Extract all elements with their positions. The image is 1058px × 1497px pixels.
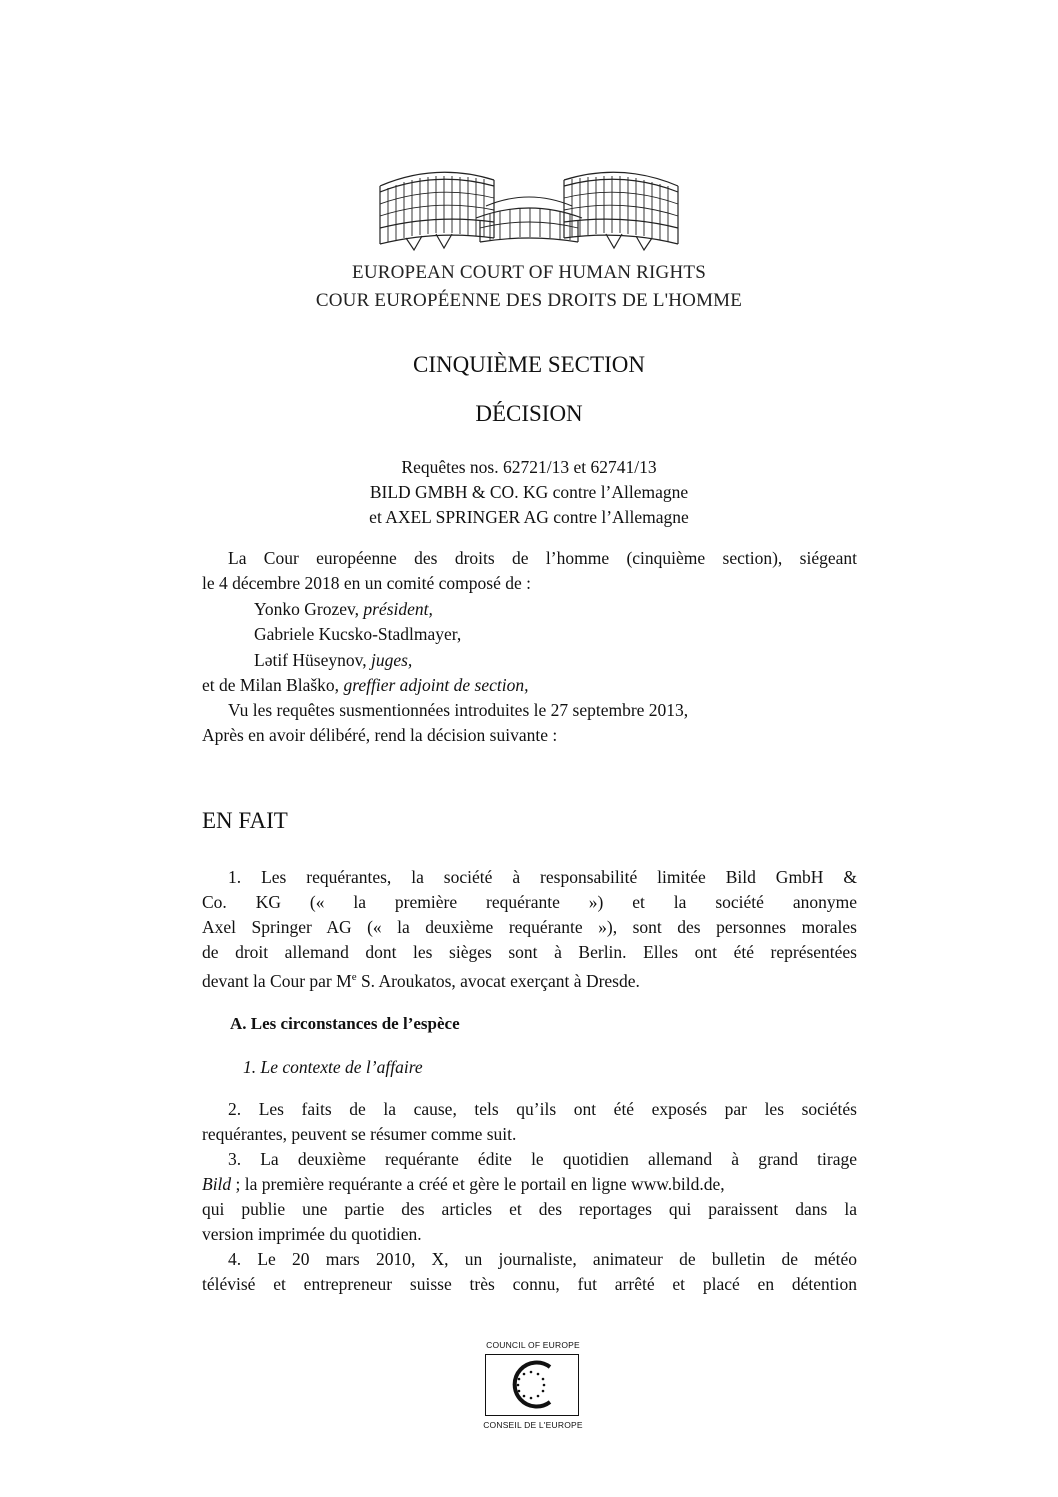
text: devant la Cour par M xyxy=(202,970,352,991)
registrar xyxy=(202,673,857,699)
judge-role: président, xyxy=(363,599,433,619)
paragraph-1: de droit allemand dont les sièges sont à Berlin. Elles ont été représentées xyxy=(202,942,857,962)
newspaper-title: Bild xyxy=(202,1174,232,1194)
paragraph-1 xyxy=(202,965,857,994)
paragraph-3: version imprimée du quotidien. xyxy=(202,1224,422,1244)
section-title: CINQUIÈME SECTION xyxy=(413,352,645,377)
paragraph-2: 2. Les faits de la cause, tels qu’ils ont été exposés par les sociétés xyxy=(228,1099,857,1119)
judge-name: Yonko Grozev, xyxy=(254,599,364,619)
paragraph-3: 3. La deuxième requérante édite le quotidien allemand à grand tirage xyxy=(228,1149,857,1169)
superscript: e xyxy=(351,971,357,983)
application-numbers: Requêtes nos. 62721/13 et 62741/13 xyxy=(401,457,657,477)
document-type: DÉCISION xyxy=(475,401,583,426)
logo-text-fr: CONSEIL DE L'EUROPE xyxy=(483,1420,583,1430)
heading-en-fait: EN FAIT xyxy=(202,808,288,833)
subheading-1: 1. Le contexte de l’affaire xyxy=(243,1057,423,1077)
paragraph-2: requérantes, peuvent se résumer comme suit. xyxy=(202,1124,517,1144)
registrar-role: greffier adjoint de section, xyxy=(343,675,529,695)
registrar-name: et de Milan Blaško, xyxy=(202,675,344,695)
logo-text-en: COUNCIL OF EUROPE xyxy=(486,1340,580,1350)
judge-name: Lətif Hüseynov, xyxy=(254,650,371,670)
heading-section-a: A. Les circonstances de l’espèce xyxy=(230,1014,460,1033)
judge-role: juges, xyxy=(370,650,413,670)
logo-frame xyxy=(485,1354,579,1416)
court-name-en: EUROPEAN COURT OF HUMAN RIGHTS xyxy=(352,262,706,283)
vu-line: Vu les requêtes susmentionnées introduites le 27 septembre 2013, xyxy=(228,700,689,720)
judge-president xyxy=(202,597,909,623)
paragraph-1: Co. KG (« la première requérante ») et la société anonyme xyxy=(202,892,857,912)
case-title-line2: et AXEL SPRINGER AG contre l’Allemagne xyxy=(369,507,689,527)
intro-line-2: le 4 décembre 2018 en un comité composé de : xyxy=(202,573,531,593)
paragraph-1: 1. Les requérantes, la société à responsabilité limitée Bild GmbH & xyxy=(228,867,857,887)
intro-line-1: La Cour européenne des droits de l’homme (cinquième section), siégeant xyxy=(228,548,857,568)
judge-member xyxy=(202,648,909,674)
court-building-logo xyxy=(376,158,682,254)
judge-member: Gabriele Kucsko-Stadlmayer, xyxy=(254,624,462,644)
paragraph-4: télévisé et entrepreneur suisse très connu, fut arrêté et placé en détention xyxy=(202,1274,857,1294)
paragraph-3: qui publie une partie des articles et des reportages qui paraissent dans la xyxy=(202,1199,857,1219)
text: ; la première requérante a créé et gère le portail en ligne www.bild.de, xyxy=(231,1174,725,1194)
court-name-fr: COUR EUROPÉENNE DES DROITS DE L'HOMME xyxy=(315,290,743,311)
paragraph-1: Axel Springer AG (« la deuxième requérante »), sont des personnes morales xyxy=(202,917,857,937)
apres-line: Après en avoir délibéré, rend la décision suivante : xyxy=(202,725,558,745)
eu-stars-circle-icon xyxy=(486,1355,577,1414)
paragraph-4: 4. Le 20 mars 2010, X, un journaliste, animateur de bulletin de météo xyxy=(228,1249,857,1269)
case-title-line1: BILD GMBH & CO. KG contre l’Allemagne xyxy=(369,482,689,502)
paragraph-3 xyxy=(202,1172,857,1198)
council-of-europe-logo xyxy=(483,1340,583,1432)
text: S. Aroukatos, avocat exerçant à Dresde. xyxy=(356,970,640,991)
